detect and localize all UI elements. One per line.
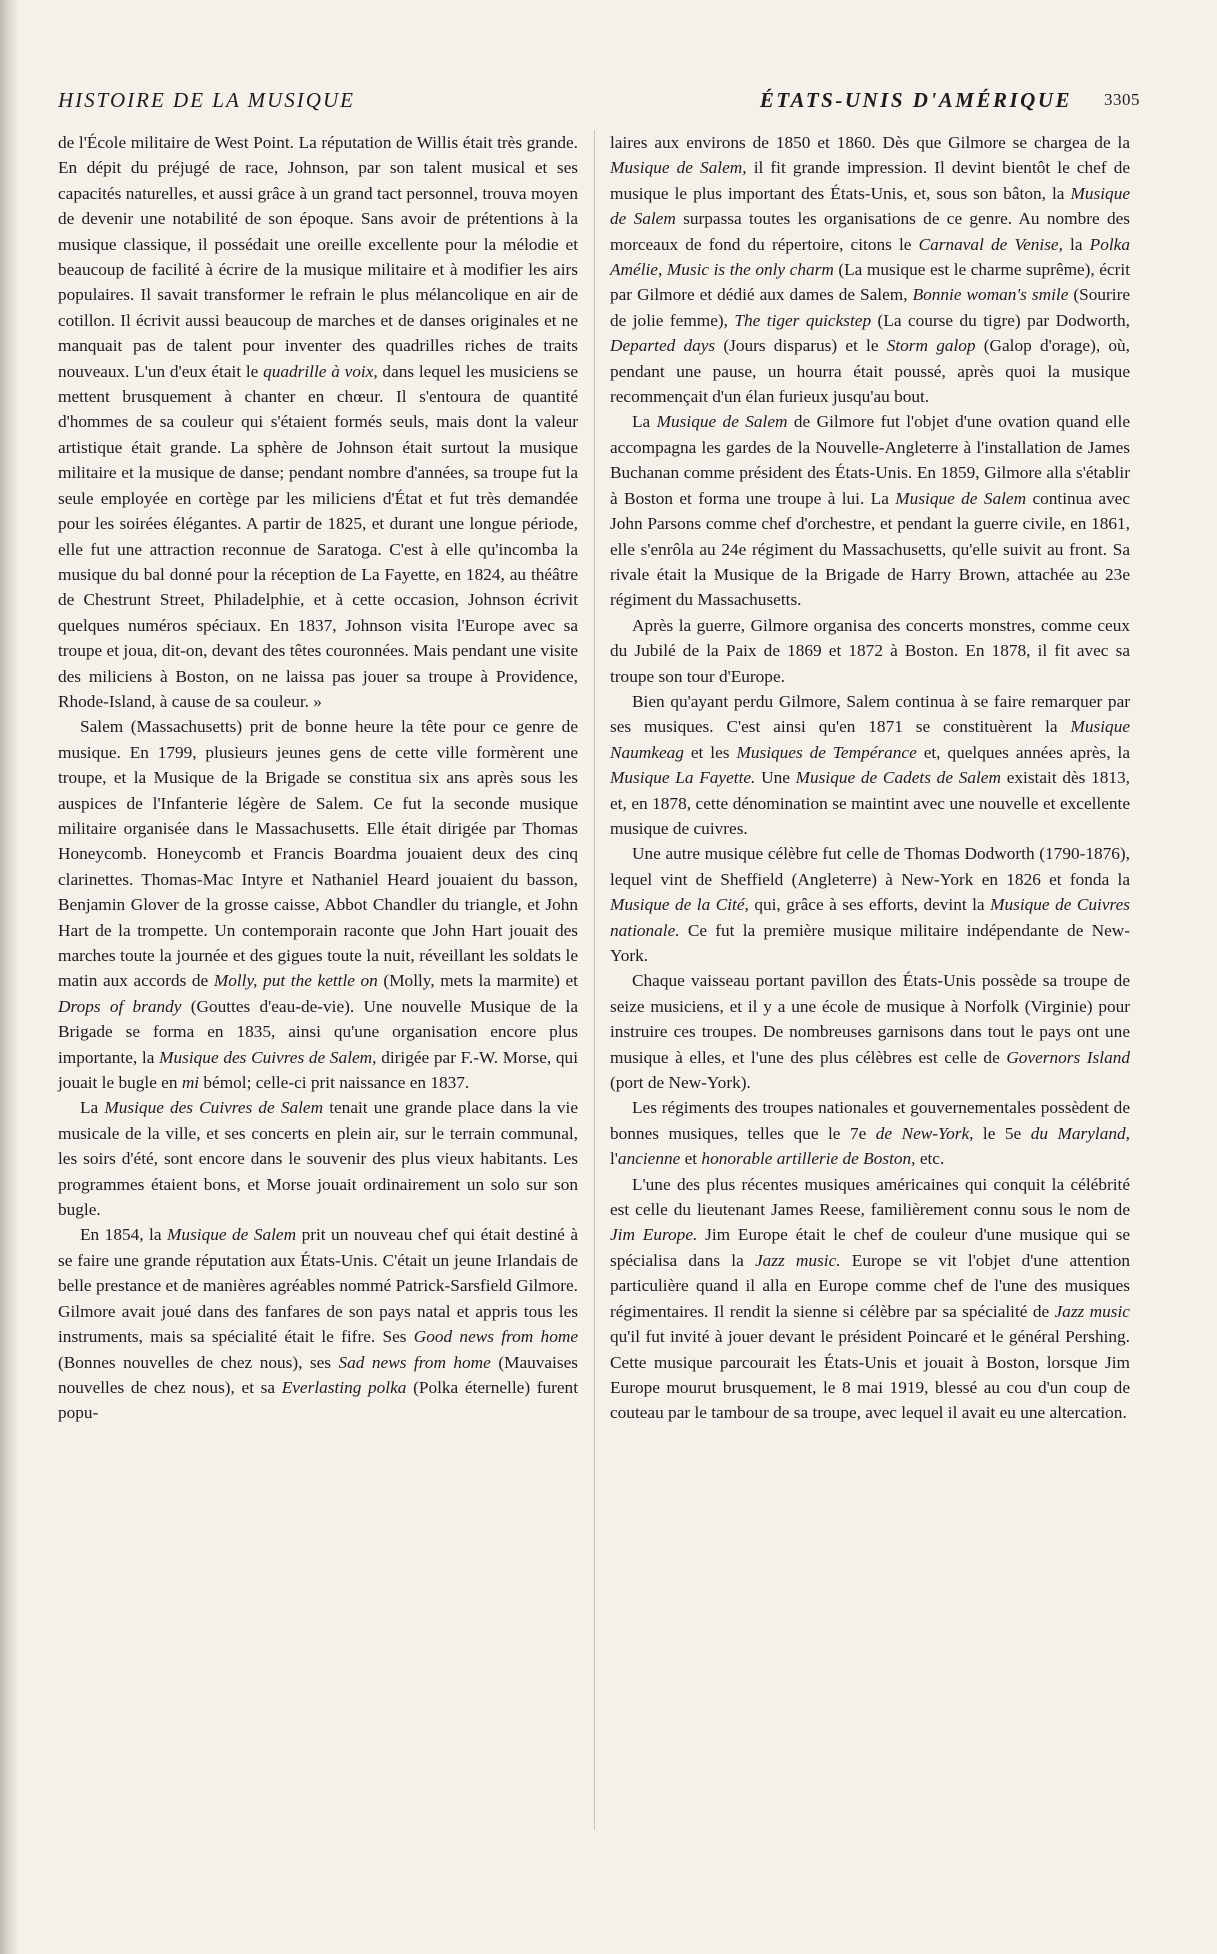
- text-run: (Mauvaises nouvelles de chez nous), et sa: [58, 1352, 578, 1397]
- page-number: 3305: [1104, 90, 1140, 109]
- text-run: (Sourire de jolie femme),: [610, 285, 1130, 330]
- text-run: dans lequel les musiciens se mettent brusquement à chanter en chœur. Il s'entoura de quantité d'hommes de sa couleur qui s'étaient formés seuls, mais dont la valeur artistique était grande. La sphère de Johnson était surtout la musique militaire et la musique de danse; pendant nombre d'années, sa troupe fut la seule employée en cortège par les miliciens d'État et fut très demandée pour les soirées élégantes. A partir de 1825, et durant une longue période, elle fut une attraction reconnue de Saratoga. C'est à elle qu'incomba la musique du bal donné pour la réception de La Fayette, en 1824, au théâtre de Chestrunt Street, Philadelphie, et à cette occasion, Johnson écrivit quelques numéros spéciaux. En 1837, Johnson visita l'Europe avec sa troupe et joua, dit-on, devant des têtes couronnées. Mais pendant une visite des miliciens à Boston, on ne laissa pas jouer sa troupe à Providence, Rhode-Island, à cause de sa couleur. »: [58, 361, 579, 711]
- italic-title: Musique de Salem: [656, 412, 788, 432]
- page: [58, 84, 1140, 1423]
- text-run: etc.: [915, 1149, 945, 1169]
- italic-title: Sad news from home: [338, 1352, 491, 1372]
- text-run: dirigée par F.-W. Morse, qui jouait le bugle en: [58, 1047, 578, 1093]
- text-run: Chaque vaisseau portant pavillon des États-Unis possède sa troupe de seize musiciens, et il y a une école de musique à Norfolk (Virginie) pour instruire ces troupes. De nombreuses garnisons dans tout le pays ont une musique à elles, et l'une des plus célèbres est celle de: [610, 971, 1130, 1067]
- text-run: et: [680, 1149, 702, 1169]
- italic-title: Musique des Cuivres de Salem,: [159, 1047, 377, 1067]
- italic-title: Governors Island: [1006, 1047, 1130, 1067]
- paragraph: [610, 613, 1130, 689]
- italic-title: Musique de Salem: [610, 183, 1130, 229]
- italic-title: Jazz music.: [754, 1250, 841, 1270]
- italic-title: Musique La Fayette.: [610, 768, 756, 788]
- text-run: En 1854, la: [80, 1225, 168, 1245]
- paragraph: [610, 841, 1130, 968]
- text-run: de l'École militaire de West Point. La réputation de Willis était très grande. En dépit du préjugé de race, Johnson, par son talent musical et ses capacités naturelles, et aussi grâce à un grand tact personnel, trouva moyen de devenir une notabilité de son époque. Sans avoir de prétentions à la musique classique, il possédait une oreille excellente pour la mélodie et beaucoup de facilité à écrire de la musique militaire et à modifier les airs populaires. Il savait transformer le refrain le plus mélancolique en air de cotillon. Il écrivit aussi beaucoup de marches et de danses originales et ne manquait pas de talent pour inventer des quadrilles riches de traits nouveaux. L'un d'eux était le: [58, 133, 578, 381]
- italic-title: honorable artillerie de Boston,: [701, 1149, 916, 1169]
- italic-title: Musique de Salem: [167, 1225, 297, 1245]
- text-run: Jim Europe était le chef de couleur d'une musique qui se spécialisa dans la: [610, 1225, 1130, 1270]
- text-run: Ce fut la première musique militaire indépendante de New-York.: [610, 920, 1130, 965]
- text-run: l': [610, 1149, 618, 1169]
- text-run: tenait une grande place dans la vie musicale de la ville, et ses concerts en plein air, sur le terrain communal, les soirs d'été, sont encore dans le souvenir des plus vieux habitants. Les programmes étaient bons, et Morse jouait ordinairement un solo sur son bugle.: [58, 1098, 579, 1220]
- italic-title: Musique de Cadets de Salem: [795, 768, 1001, 788]
- text-run: (port de New-York).: [610, 1073, 751, 1093]
- italic-title: du Maryland,: [1030, 1123, 1130, 1143]
- right-column: [610, 130, 1130, 1426]
- text-run: Salem (Massachusetts) prit de bonne heure la tête pour ce genre de musique. En 1799, plusieurs jeunes gens de cette ville formèrent une troupe, et la Musique de la Brigade se constitua six ans après sous les auspices de l'Infanterie légère de Salem. Ce fut la seconde musique militaire organisée dans le Massachusetts. Elle était dirigée par Thomas Honeycomb. Honeycomb et Francis Boardma jouaient deux des cinq clarinettes. Thomas-Mac Intyre et Nathaniel Heard jouaient du basson, Benjamin Glover de la grosse caisse, Abbot Chandler du triangle, et John Hart de la trompette. Un contemporain raconte que John Hart jouait des marches toute la journée et des gigues toute la nuit, réveillant les soldats le matin aux accords de: [58, 717, 578, 991]
- text-run: le 5e: [973, 1123, 1031, 1143]
- text-run: Bien qu'ayant perdu Gilmore, Salem continua à se faire remarquer par ses musiques. C'est ainsi qu'en 1871 se constituèrent la: [610, 691, 1130, 737]
- running-head-right: ÉTATS-UNIS D'AMÉRIQUE: [759, 88, 1072, 112]
- paragraph: [610, 409, 1130, 612]
- italic-title: Musique des Cuivres de Salem: [104, 1098, 324, 1118]
- italic-title: Musique de la Cité,: [610, 895, 749, 915]
- text-run: (Galop d'orage), où, pendant une pause, un hourra était poussé, après quoi la musique recommençait d'un élan furieux jusqu'au bout.: [610, 336, 1130, 407]
- scan-binding-edge: [0, 0, 18, 1954]
- italic-title: Drops of brandy: [58, 996, 182, 1016]
- text-run: de Gilmore fut l'objet d'une ovation quand elle accompagna les gardes de la Nouvelle-Angleterre à l'installation de James Buchanan comme président des États-Unis. En 1859, Gilmore alla s'établir à Boston et forma une troupe à lui. La: [610, 412, 1131, 508]
- text-run: et les: [683, 742, 737, 762]
- paragraph: [610, 689, 1130, 841]
- text-run: surpassa toutes les organisations de ce genre. Au nombre des morceaux de fond du répertoire, citons le: [610, 209, 1130, 254]
- left-column: [58, 130, 578, 1426]
- paragraph: [610, 1095, 1130, 1171]
- italic-title: Musique de Salem: [895, 488, 1027, 508]
- text-run: L'une des plus récentes musiques américaines qui conquit la célébrité est celle du lieutenant James Reese, familièrement connu sous le nom de: [610, 1174, 1130, 1220]
- italic-title: ancienne: [617, 1149, 681, 1169]
- text-run: qu'il fut invité à jouer devant le président Poincaré et le général Pershing. Cette musique parcourait les États-Unis et jouait à Boston, lorsque Jim Europe mourut brusquement, le 8 mai 1919, blessé au cou d'un coup de couteau par le tambour de sa troupe, avec lequel il avait eu une altercation.: [610, 1327, 1130, 1423]
- italic-title: Carnaval de Venise,: [918, 234, 1063, 254]
- text-run: continua avec John Parsons comme chef d'orchestre, et pendant la guerre civile, en 1861, elle s'enrôla au 24e régiment du Massachusetts, qu'elle suivit au front. Sa rivale était la Musique de la Brigade de Harry Brown, attachée au 23e régiment du Massachusetts.: [610, 488, 1130, 610]
- italic-title: Everlasting polka: [281, 1377, 407, 1397]
- italic-title: quadrille à voix,: [263, 361, 378, 381]
- paragraph: [58, 1095, 578, 1222]
- text-run: qui, grâce à ses efforts, devint la: [748, 895, 991, 915]
- italic-title: Bonnie woman's smile: [912, 285, 1069, 305]
- italic-title: mi: [181, 1073, 200, 1093]
- text-run: (La course du tigre) par Dodworth,: [871, 310, 1130, 330]
- italic-title: Departed days: [610, 336, 716, 356]
- running-head: [58, 84, 1140, 118]
- italic-title: Musiques de Tempérance: [736, 742, 917, 762]
- text-run: (Bonnes nouvelles de chez nous), ses: [58, 1352, 339, 1372]
- text-run: Une: [755, 768, 796, 788]
- italic-title: Good news from home: [413, 1327, 578, 1347]
- text-run: La: [80, 1098, 105, 1118]
- paragraph: [610, 1172, 1130, 1426]
- italic-title: Storm galop: [886, 336, 976, 356]
- italic-title: Musique de Cuivres nationale.: [610, 895, 1130, 940]
- paragraph: [58, 1222, 578, 1425]
- text-run: Les régiments des troupes nationales et gouvernementales possèdent de bonnes musiques, telles que le 7e: [610, 1098, 1130, 1143]
- text-run: (Gouttes d'eau-de-vie). Une nouvelle Musique de la Brigade se forma en 1835, ainsi qu'une organisation encore plus importante, la: [58, 996, 578, 1067]
- paragraph: [610, 968, 1130, 1095]
- text-run: (Jours disparus) et le: [715, 336, 887, 356]
- italic-title: Molly, put the kettle on: [213, 971, 378, 991]
- italic-title: Jim Europe.: [610, 1225, 698, 1245]
- text-run: (La musique est le charme suprême), écrit par Gilmore et dédié aux dames de Salem,: [610, 260, 1130, 305]
- paragraph: [58, 130, 578, 714]
- text-run: (Polka éternelle) furent popu-: [58, 1377, 578, 1423]
- text-run: existait dès 1813, et, en 1878, cette dénomination se maintint avec une nouvelle et excellente musique de cuivres.: [610, 768, 1131, 838]
- text-run: La: [632, 412, 657, 432]
- text-run: Après la guerre, Gilmore organisa des concerts monstres, comme ceux du Jubilé de la Paix de 1869 et 1872 à Boston. En 1878, il fit avec sa troupe son tour d'Europe.: [610, 615, 1130, 686]
- italic-title: Musique Naumkeag: [610, 717, 1130, 762]
- italic-title: The tiger quickstep: [734, 310, 872, 330]
- text-run: la: [1062, 234, 1090, 254]
- paragraph: [58, 714, 578, 1095]
- text-run: et, quelques années après, la: [916, 742, 1130, 762]
- running-head-left: HISTOIRE DE LA MUSIQUE: [58, 88, 355, 112]
- italic-title: Jazz music: [1054, 1301, 1130, 1321]
- text-run: (Molly, mets la marmite) et: [377, 971, 578, 991]
- text-run: prit un nouveau chef qui était destiné à se faire une grande réputation aux États-Unis. C'était un jeune Irlandais de belle prestance et de manières agréables nommé Patrick-Sarsfield Gilmore. Gilmore avait joué dans des fanfares de son pays natal et appris tous les instruments, mais sa spécialité était le fifre. Ses: [58, 1225, 579, 1347]
- paragraph: [610, 130, 1130, 409]
- text-run: laires aux environs de 1850 et 1860. Dès que Gilmore se chargea de la: [610, 133, 1130, 152]
- italic-title: Polka Amélie, Music is the only charm: [610, 234, 1130, 280]
- text-run: Une autre musique célèbre fut celle de Thomas Dodworth (1790-1876), lequel vint de Sheffield (Angleterre) à New-York en 1826 et fonda la: [610, 844, 1130, 889]
- italic-title: de New-York,: [875, 1123, 974, 1143]
- column-divider: [594, 130, 595, 1830]
- text-run: il fit grande impression. Il devint bientôt le chef de musique le plus important des États-Unis, et, sous son bâton, la: [610, 158, 1131, 203]
- text-run: Europe se vit l'objet d'une attention particulière quand il alla en Europe comme chef de l'une des musiques régimentaires. Il rendit la sienne si célèbre par sa spécialité de: [610, 1250, 1130, 1321]
- italic-title: Musique de Salem,: [610, 158, 747, 178]
- text-run: bémol; celle-ci prit naissance en 1837.: [199, 1073, 470, 1093]
